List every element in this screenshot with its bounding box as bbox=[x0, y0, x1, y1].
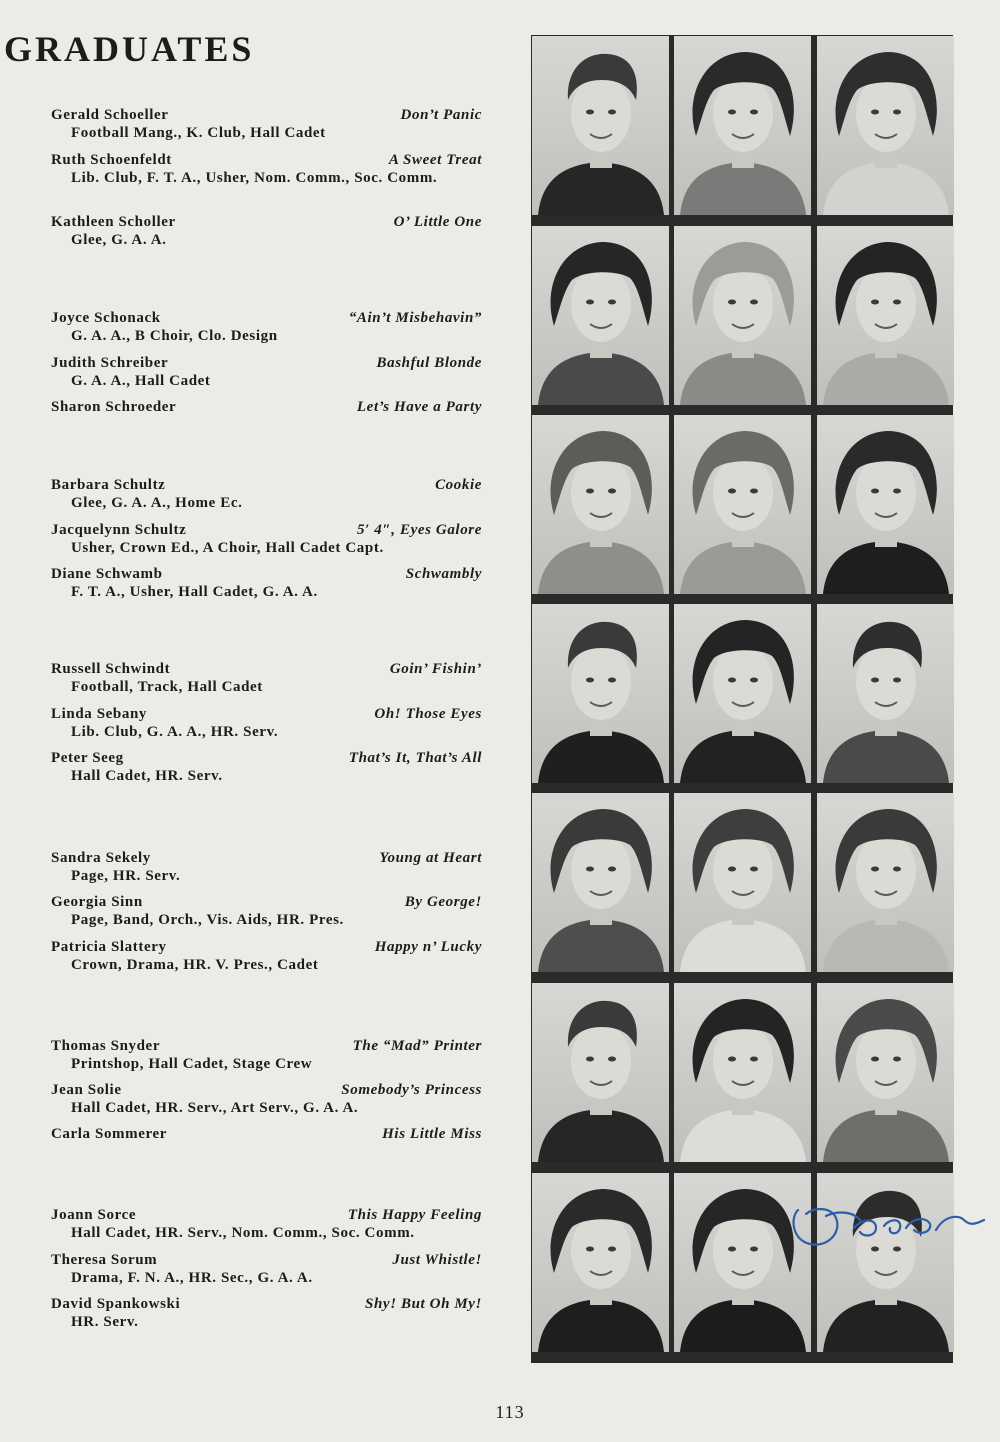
student-motto: Goin’ Fishin’ bbox=[389, 661, 482, 677]
student-name: Jacquelynn Schultz bbox=[51, 522, 187, 538]
student-activities: Page, HR. Serv. bbox=[71, 868, 181, 884]
page-number: 113 bbox=[495, 1402, 525, 1422]
student-entry bbox=[51, 398, 482, 416]
page-title: GRADUATES bbox=[4, 29, 255, 69]
student-motto: His Little Miss bbox=[382, 1126, 482, 1142]
student-name: Carla Sommerer bbox=[51, 1126, 167, 1142]
student-entry bbox=[51, 106, 482, 142]
portrait-female-photo bbox=[674, 415, 811, 594]
student-name: Sandra Sekely bbox=[51, 850, 151, 866]
student-activities: G. A. A., B Choir, Clo. Design bbox=[71, 328, 278, 344]
handwritten-signature-icon bbox=[780, 1188, 1000, 1258]
student-motto: Happy n’ Lucky bbox=[374, 939, 482, 955]
student-motto: Bashful Blonde bbox=[376, 355, 482, 371]
student-motto: By George! bbox=[404, 894, 482, 910]
student-activities: Football, Track, Hall Cadet bbox=[71, 679, 263, 695]
portrait-female-photo bbox=[674, 604, 811, 783]
portrait-male-photo bbox=[532, 36, 669, 215]
student-name: Thomas Snyder bbox=[51, 1038, 161, 1054]
student-entry bbox=[51, 151, 482, 187]
student-entry bbox=[51, 1251, 482, 1287]
student-motto: This Happy Feeling bbox=[347, 1207, 482, 1223]
student-entry bbox=[51, 660, 482, 696]
portrait-female-photo bbox=[817, 793, 954, 972]
portrait-female-photo bbox=[532, 1173, 669, 1352]
student-motto: O’ Little One bbox=[393, 214, 482, 230]
student-activities: G. A. A., Hall Cadet bbox=[71, 373, 211, 389]
portrait-female-photo bbox=[674, 36, 811, 215]
student-activities: Printshop, Hall Cadet, Stage Crew bbox=[71, 1056, 313, 1072]
student-motto: Schwambly bbox=[405, 566, 482, 582]
student-entry bbox=[51, 309, 482, 345]
student-activities: Hall Cadet, HR. Serv., Art Serv., G. A. A. bbox=[71, 1100, 359, 1116]
student-entry bbox=[51, 1206, 482, 1242]
student-activities: Lib. Club, G. A. A., HR. Serv. bbox=[71, 724, 279, 740]
student-name: Jean Solie bbox=[51, 1082, 122, 1098]
student-name: Peter Seeg bbox=[51, 750, 124, 766]
student-activities: Drama, F. N. A., HR. Sec., G. A. A. bbox=[71, 1270, 313, 1286]
student-entry bbox=[51, 354, 482, 390]
student-name: Theresa Sorum bbox=[51, 1252, 158, 1268]
student-motto: Don’t Panic bbox=[400, 107, 482, 123]
portrait-female-photo bbox=[817, 983, 954, 1162]
portrait-male-photo bbox=[817, 604, 954, 783]
student-motto: That’s It, That’s All bbox=[348, 750, 482, 766]
student-entry bbox=[51, 476, 482, 512]
portrait-female-photo bbox=[817, 226, 954, 405]
student-motto: The “Mad” Printer bbox=[352, 1038, 482, 1054]
portrait-female-photo bbox=[674, 983, 811, 1162]
student-name: Barbara Schultz bbox=[51, 477, 166, 493]
student-name: Sharon Schroeder bbox=[51, 399, 177, 415]
student-entry bbox=[51, 938, 482, 974]
student-motto: Shy! But Oh My! bbox=[365, 1296, 482, 1312]
portrait-female-photo bbox=[817, 415, 954, 594]
portrait-male-photo bbox=[532, 604, 669, 783]
student-activities: Glee, G. A. A., Home Ec. bbox=[71, 495, 243, 511]
student-motto: “Ain’t Misbehavin” bbox=[348, 310, 482, 326]
student-name: Patricia Slattery bbox=[51, 939, 167, 955]
student-motto: Just Whistle! bbox=[392, 1252, 482, 1268]
student-motto: A Sweet Treat bbox=[388, 152, 482, 168]
student-motto: Oh! Those Eyes bbox=[374, 706, 482, 722]
student-entry bbox=[51, 1295, 482, 1331]
portrait-grid bbox=[531, 35, 953, 1363]
student-name: Diane Schwamb bbox=[51, 566, 163, 582]
student-entry bbox=[51, 849, 482, 885]
student-activities: Glee, G. A. A. bbox=[71, 232, 167, 248]
student-activities: F. T. A., Usher, Hall Cadet, G. A. A. bbox=[71, 584, 318, 600]
student-name: Georgia Sinn bbox=[51, 894, 143, 910]
student-motto: Cookie bbox=[435, 477, 482, 493]
student-name: Gerald Schoeller bbox=[51, 107, 169, 123]
student-entry bbox=[51, 213, 482, 249]
student-motto: Young at Heart bbox=[379, 850, 482, 866]
portrait-female-photo bbox=[532, 793, 669, 972]
student-entry bbox=[51, 749, 482, 785]
student-name: David Spankowski bbox=[51, 1296, 181, 1312]
portrait-female-photo bbox=[674, 226, 811, 405]
student-name: Russell Schwindt bbox=[51, 661, 171, 677]
portrait-female-photo bbox=[674, 793, 811, 972]
student-activities: Usher, Crown Ed., A Choir, Hall Cadet Capt. bbox=[71, 540, 384, 556]
student-entry bbox=[51, 1125, 482, 1143]
student-entry bbox=[51, 1081, 482, 1117]
student-name: Judith Schreiber bbox=[51, 355, 169, 371]
student-motto: 5′ 4″, Eyes Galore bbox=[357, 522, 482, 538]
student-activities: Hall Cadet, HR. Serv., Nom. Comm., Soc. Comm. bbox=[71, 1225, 415, 1241]
portrait-female-photo bbox=[532, 415, 669, 594]
portrait-female-photo bbox=[532, 226, 669, 405]
student-entry bbox=[51, 705, 482, 741]
student-name: Joyce Schonack bbox=[51, 310, 161, 326]
student-entry bbox=[51, 521, 482, 557]
student-activities: Football Mang., K. Club, Hall Cadet bbox=[71, 125, 326, 141]
student-entry bbox=[51, 1037, 482, 1073]
student-name: Joann Sorce bbox=[51, 1207, 137, 1223]
student-name: Linda Sebany bbox=[51, 706, 147, 722]
student-activities: Page, Band, Orch., Vis. Aids, HR. Pres. bbox=[71, 912, 344, 928]
student-name: Ruth Schoenfeldt bbox=[51, 152, 172, 168]
student-motto: Somebody’s Princess bbox=[341, 1082, 482, 1098]
portrait-male-photo bbox=[532, 983, 669, 1162]
student-entry bbox=[51, 565, 482, 601]
student-activities: Crown, Drama, HR. V. Pres., Cadet bbox=[71, 957, 319, 973]
student-activities: HR. Serv. bbox=[71, 1314, 139, 1330]
student-activities: Lib. Club, F. T. A., Usher, Nom. Comm., Soc. Comm. bbox=[71, 170, 438, 186]
student-activities: Hall Cadet, HR. Serv. bbox=[71, 768, 223, 784]
student-name: Kathleen Scholler bbox=[51, 214, 176, 230]
student-motto: Let’s Have a Party bbox=[356, 399, 482, 415]
student-entry bbox=[51, 893, 482, 929]
portrait-female-photo bbox=[817, 36, 954, 215]
